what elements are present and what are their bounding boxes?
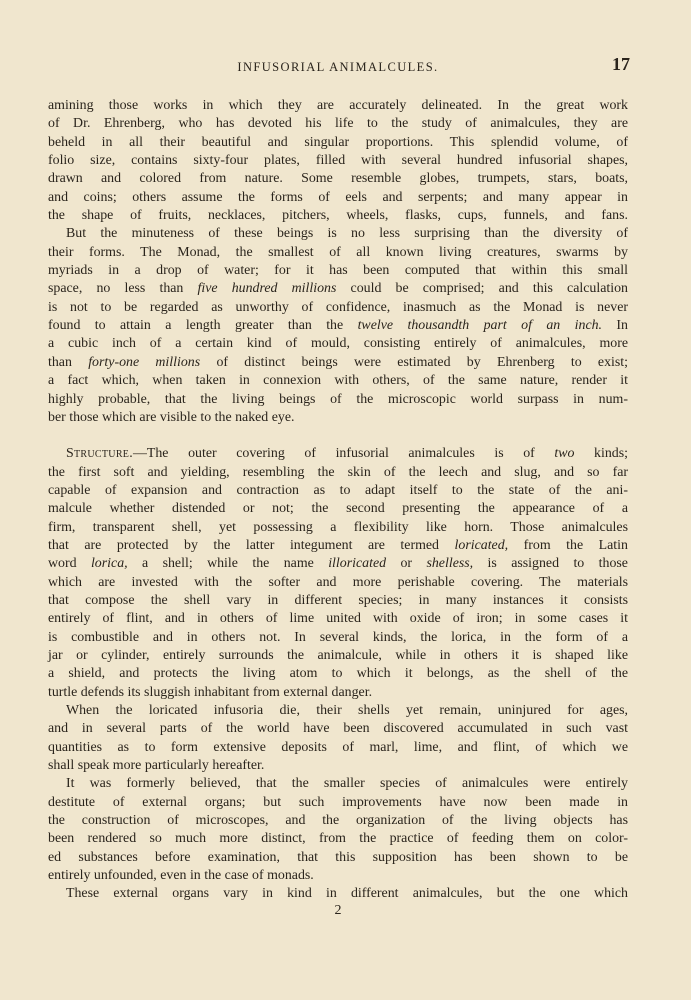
italic-phrase: twelve thousandth part of an inch.: [357, 318, 603, 334]
text-line: ed substances before examination, that this supposition has been shown to be: [48, 849, 628, 865]
text-line: beheld in all their beautiful and singular proportions. This splendid volume, of: [48, 134, 628, 150]
text-line: the construction of microscopes, and the organization of the living objects has: [48, 813, 628, 829]
text-run: from the Latin: [508, 537, 628, 553]
paragraph-1: [48, 97, 628, 225]
text-run: kinds;: [574, 446, 628, 462]
text-line: the shape of fruits, necklaces, pitchers, wheels, flasks, cups, funnels, and fans.: [48, 208, 628, 224]
text-line: is not to be regarded as unworthy of confidence, inasmuch as the Monad is never: [48, 299, 628, 315]
italic-phrase: five hundred millions: [197, 281, 337, 297]
text-line: myriads in a drop of water; for it has been computed that within this small: [48, 263, 628, 279]
text-line: [48, 317, 628, 335]
text-run: than: [48, 354, 89, 370]
paragraph-2: [48, 225, 628, 427]
text-line: that compose the shell vary in different species; in many instances it consists: [48, 592, 628, 608]
text-line: [48, 280, 628, 298]
signature-mark: 2: [334, 903, 342, 918]
text-line: entirely unfounded, even in the case of monads.: [48, 868, 314, 884]
text-run: —The outer covering of infusorial animalcules is of: [132, 446, 555, 462]
text-run: is assigned to those: [473, 556, 628, 572]
text-run: that are protected by the latter integument are termed: [48, 537, 455, 553]
text-run: could be comprised; and this calculation: [336, 281, 628, 297]
text-line: which are invested with the softer and more perishable covering. The materials: [48, 574, 628, 590]
text-line: [48, 445, 628, 463]
paragraph-5: [48, 775, 628, 885]
text-line: quantities as to form extensive deposits of marl, lime, and flint, of which we: [48, 739, 628, 755]
text-line: These external organs vary in kind in different animalcules, but the one which: [66, 886, 628, 902]
text-line: capable of expansion and contraction as to adapt itself to the state of the ani-: [48, 482, 628, 498]
body-text: [48, 97, 628, 904]
text-line: turtle defends its sluggish inhabitant from external danger.: [48, 684, 373, 700]
text-line: shall speak more particularly hereafter.: [48, 758, 265, 774]
paragraph-3: [48, 445, 628, 702]
text-line: been rendered so much more distinct, from the practice of feeding them on color-: [48, 831, 628, 847]
text-line: is combustible and in others not. In several kinds, the lorica, in the form of a: [48, 629, 628, 645]
text-line: highly probable, that the living beings of the microscopic world surpass in num-: [48, 391, 628, 407]
text-line: firm, transparent shell, yet possessing a flexibility like horn. Those animalcules: [48, 519, 628, 535]
page-number: 17: [612, 54, 630, 74]
italic-phrase: shelless,: [426, 556, 474, 572]
text-line: a fact which, when taken in connexion with others, of the same nature, render it: [48, 373, 628, 389]
text-line: malcule whether distended or not; the second presenting the appearance of a: [48, 501, 628, 517]
running-header: INFUSORIAL ANIMALCULES.: [237, 60, 439, 74]
text-line: of Dr. Ehrenberg, who has devoted his life to the study of animalcules, they are: [48, 116, 628, 132]
italic-phrase: forty-one millions: [88, 354, 201, 370]
text-line: [48, 555, 628, 573]
text-line: a cubic inch of a certain kind of mould, consisting entirely of animalcules, more: [48, 336, 628, 352]
text-line: folio size, contains sixty-four plates, filled with several hundred infusorial shapes,: [48, 153, 628, 169]
text-line: and in several parts of the world have been discovered accumulated in such vast: [48, 721, 628, 737]
text-line: amining those works in which they are accurately delineated. In the great work: [48, 98, 628, 113]
text-line: [48, 537, 628, 555]
text-line: the first soft and yielding, resembling the skin of the leech and slug, and so far: [48, 464, 628, 480]
italic-phrase: lorica,: [90, 556, 128, 572]
text-line: [48, 354, 628, 372]
text-line: and coins; others assume the forms of eels and serpents; and many appear in: [48, 189, 628, 205]
text-line: entirely of flint, and in others of lime united with oxide of iron; in some cases it: [48, 611, 628, 627]
text-run: or: [386, 556, 427, 572]
text-line: It was formerly believed, that the smaller species of animalcules were entirely: [66, 776, 628, 792]
text-line: destitute of external organs; but such improvements have now been made in: [48, 794, 628, 810]
italic-phrase: loricated,: [454, 537, 509, 553]
italic-phrase: two: [554, 446, 575, 462]
text-line: ber those which are visible to the naked eye.: [48, 409, 295, 425]
paragraph-4: [48, 702, 628, 775]
text-line: When the loricated infusoria die, their shells yet remain, uninjured for ages,: [66, 703, 628, 718]
text-line: But the minuteness of these beings is no less surprising than the diversity of: [66, 226, 628, 242]
paragraph-gap: [48, 427, 628, 445]
text-run: found to attain a length greater than the: [48, 318, 358, 334]
text-run: of distinct beings were estimated by Ehrenberg to exist;: [200, 354, 629, 370]
text-line: jar or cylinder, entirely surrounds the animalcule, while in others it is shaped like: [48, 647, 628, 663]
text-run: word: [48, 556, 91, 572]
text-line: a shield, and protects the living atom to which it belongs, as the shell of the: [48, 666, 628, 682]
text-run: In: [602, 318, 629, 334]
paragraph-6: [48, 885, 628, 903]
section-heading: Structure.: [66, 446, 133, 462]
text-line: drawn and colored from nature. Some resemble globes, trumpets, stars, boats,: [48, 171, 628, 187]
text-run: a shell; while the name: [127, 556, 329, 572]
italic-phrase: illoricated: [328, 556, 387, 572]
text-run: space, no less than: [48, 281, 198, 297]
text-line: their forms. The Monad, the smallest of all known living creatures, swarms by: [48, 244, 628, 260]
